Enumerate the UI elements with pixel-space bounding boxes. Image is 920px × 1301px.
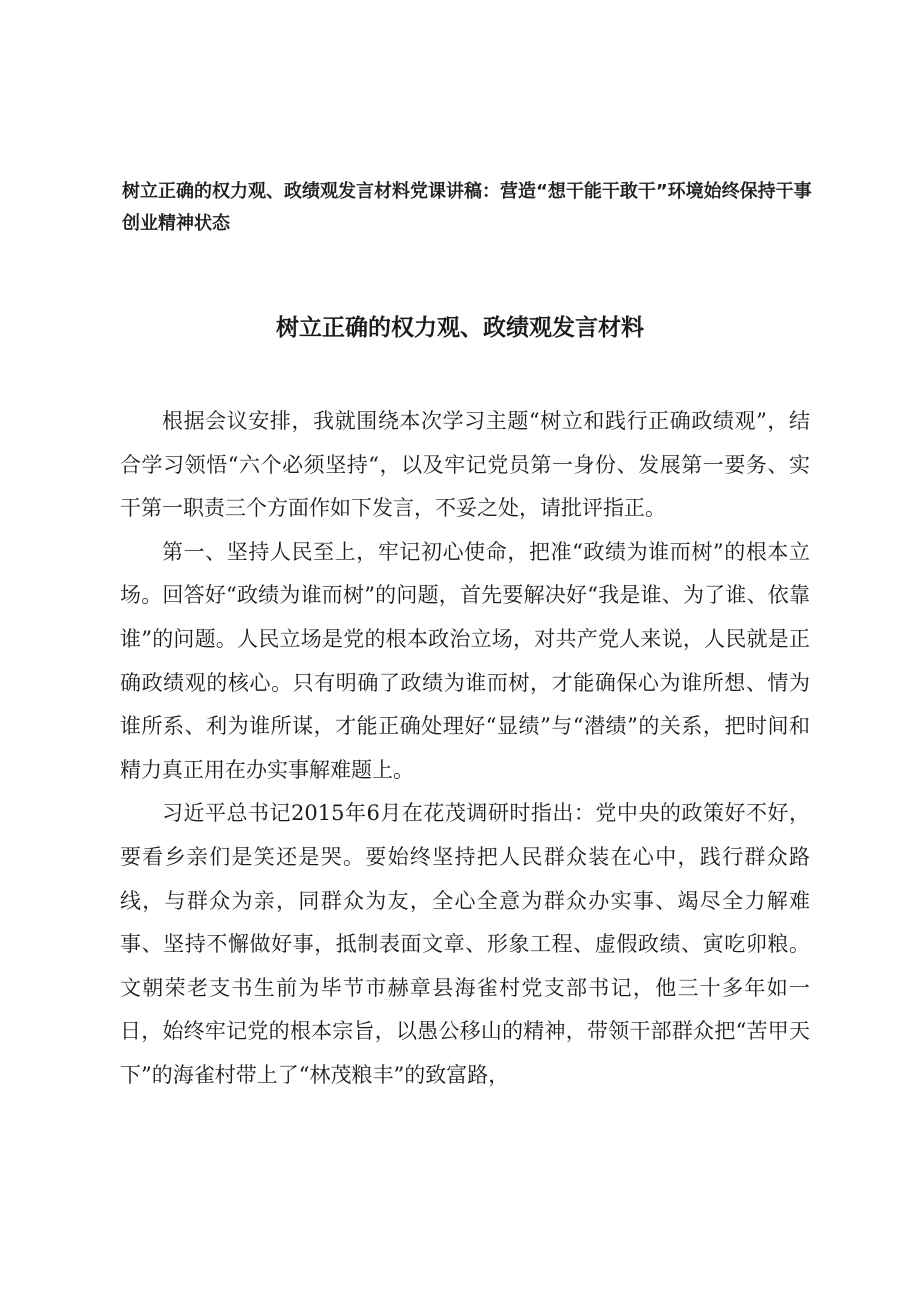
body-paragraph-2: 第一、坚持人民至上，牢记初心使命，把准“政绩为谁而树”的根本立场。回答好“政绩为谁而树”的问题，首先要解决好“我是谁、为了谁、依靠谁”的问题。人民立场是党的根本政治立场，对共产党人来说，人民就是正确政绩观的核心。只有明确了政绩为谁而树，才能确保心为谁所想、情为谁所系、利为谁所谋，才能正确处理好“显绩”与“潜绩”的关系，把时间和精力真正用在办实事解难题上。 [120, 539, 810, 782]
body-paragraph-1: 根据会议安排，我就围绕本次学习主题“树立和践行正确政绩观”，结合学习领悟“六个必须坚持“，以及牢记党员第一身份、发展第一要务、实干第一职责三个方面作如下发言，不妥之处，请批评指正。 [120, 409, 810, 521]
document-body [120, 400, 810, 1098]
document-header: 树立正确的权力观、政绩观发言材料党课讲稿：营造“想干能干敢干”环境始终保持干事创业精神状态 [122, 181, 812, 234]
body-paragraph-3: 习近平总书记2015年6月在花茂调研时指出：党中央的政策好不好，要看乡亲们是笑还是哭。要始终坚持把人民群众装在心中，践行群众路线，与群众为亲，同群众为友，全心全意为群众办实事、竭尽全力解难事、坚持不懈做好事，抵制表面文章、形象工程、虚假政绩、寅吃卯粮。文朝荣老支书生前为毕节市赫章县海雀村党支部书记，他三十多年如一日，始终牢记党的根本宗旨，以愚公移山的精神，带领干部群众把“苦甲天下”的海雀村带上了“林茂粮丰”的致富路， [120, 801, 810, 1087]
document-title: 树立正确的权力观、政绩观发言材料 [276, 315, 644, 341]
